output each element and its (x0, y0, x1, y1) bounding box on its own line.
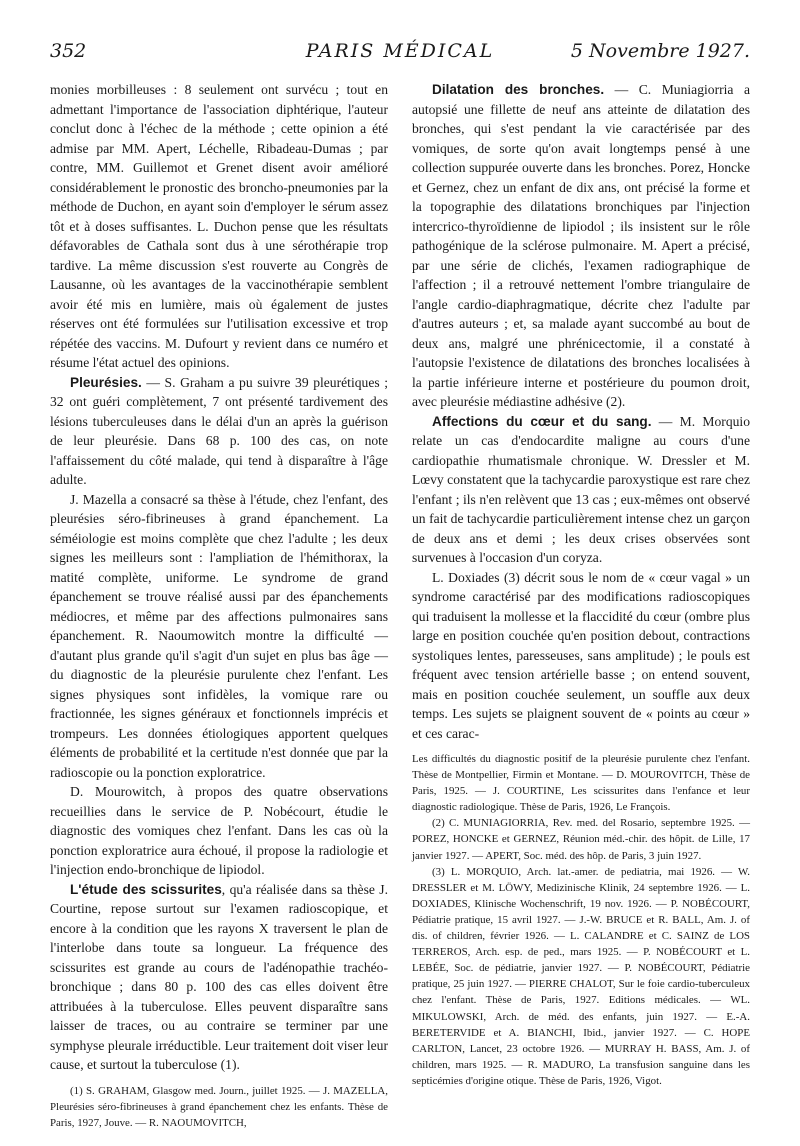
footnote-1-continued: Les difficultés du diagnostic positif de la pleurésie purulente chez l'enfant. Thèse de Montpellier, Firmin et Montane. — D. MOUROVITCH, Thèse de Paris, 1925. — J. COURTINE, Les scissurites dans l'enfance et leur diagnostic radiologique. Thèse de Paris, 1926, Le François. (412, 753, 750, 814)
journal-title: PARIS MÉDICAL (305, 40, 495, 62)
paragraph-scissurites-text: , qu'a réalisée dans sa thèse J. Courtine, repose surtout sur l'examen radioscopique, et encore à la condition que les rayons X traversent le plan de l'interlobe dans toute sa longueur. La fréquence des scissurites est grande au cours de l'adénopathie trachéo-bronchique ; dans 80 p. 100 des cas elles doivent être attribuées à la tuberculose. Elles peuvent disparaître sans laisser de traces, ou au contraire se terminer par une symphyse pleurale irréductible. Leur traitement doit viser leur cause, et surtout la tuberculose (1). (50, 881, 388, 1072)
section-heading-dilatation: Dilatation des bronches. (432, 82, 605, 97)
paragraph-mazella: J. Mazella a consacré sa thèse à l'étude, chez l'enfant, des pleurésies séro-fibrineuses à grand épanchement. La séméiologie est moins complète que chez l'adulte ; les deux signes les meilleurs sont : l'ampliation de l'hémithorax, la matité complète, uniforme. Le syndrome de grand épanchement se trouve réalisé aussi par des épanchements médiocres, et même par des affections pulmonaires sans épanchement. R. Naoumowitch montre la difficulté — d'autant plus grande qu'il s'agit d'un sujet en plus bas âge — du diagnostic de la pleurésie purulente chez l'enfant. Les signes physiques sont infidèles, la vomique rare ou fractionnée, les signes généraux et fonctionnels imprécis et trompeurs. Les données étiologiques apportent quelques éléments de probabilité et la certitude n'est donnée que par la radioscopie ou la ponction exploratrice. (50, 491, 388, 780)
section-heading-pleuresies: Pleurésies. (70, 374, 142, 390)
paragraph-coeur-sang-text: — M. Morquio relate un cas d'endocardite maligne au cours d'une cardiopathie rhumatismale chronique. W. Dressler et M. Lœvy constatent que la tachycardie paroxystique est rare chez l'enfant ; ils n'en relèvent que 13 cas ; eux-mêmes ont observé un fait de tachycardie particulièrement intense chez un garçon de deux ans et demi ; les deux crises observées sont survenues à l'occasion d'un coryza. (412, 413, 750, 565)
paragraph-doxiades: L. Doxiades (3) décrit sous le nom de « cœur vagal » un syndrome caractérisé par des modifications radioscopiques qui traduisent la mollesse et la flaccidité du cœur (ombre plus large en position couchée qu'en position debout, contractions systoliques lentes, paresseuses, sans amplitude) ; le pouls est fréquent avec tension artérielle basse ; on entend souvent, mais en position couchée seulement, un souffle aux deux temps. Les sujets se plaignent souvent de « points au cœur » et ces carac- (412, 569, 750, 741)
paragraph-coeur-sang (412, 412, 750, 568)
paragraph-broncho-pneumonies: monies morbilleuses : 8 seulement ont survécu ; tout en admettant l'importance de l'association diphtérique, l'auteur conclut donc à l'échec de la méthode ; cette opinion a été admise par MM. Apert, Léchelle, Ribadeau-Dumas ; par contre, MM. Guillemot et Grenet disent avoir amélioré considérablement le pronostic des broncho-pneumonies par la méthode de Duchon, en ayant soin d'employer le sérum assez tôt et à doses suffisantes. L. Duchon pense que les résultats défavorables de Cathala sont dus à une sérothérapie trop tardive. La même discussion s'est rouverte au Congrès de Lausanne, où les avantages de la vaccinothérapie semblent avoir été mis en lumière, mais où également de justes réserves ont été formulées sur l'utilisation excessive et trop répétée des vaccins. M. Dufourt y revient dans ce numéro et résume l'état actuel des opinions. (50, 82, 388, 370)
paragraph-pleuresies (50, 373, 388, 490)
running-header (50, 40, 750, 70)
issue-date: 5 Novembre 1927. (570, 40, 750, 62)
page-number: 352 (50, 40, 87, 62)
right-column (412, 80, 750, 1089)
section-heading-coeur-sang: Affections du cœur et du sang. (432, 413, 652, 429)
section-heading-scissurites: L'étude des scissurites (70, 881, 222, 897)
paragraph-scissurites (50, 880, 388, 1075)
paragraph-mourowitch: D. Mourowitch, à propos des quatre observations recueillies dans le service de P. Nobécourt, étudie le diagnostic des vomiques chez l'enfant. Dans les cas où la ponction exploratrice aura échoué, il propose la radiologie et l'injection endo-bronchique de lipiodol. (50, 784, 388, 877)
footnote-1: (1) S. GRAHAM, Glasgow med. Journ., juillet 1925. — J. MAZELLA, Pleurésies séro-fibrineuses à grand épanchement chez les enfants. Thèse de Paris, 1927, Jouve. — R. NAOUMOVITCH, (50, 1084, 388, 1129)
footnote-3: (3) L. MORQUIO, Arch. lat.-amer. de pediatria, mai 1926. — W. DRESSLER et M. LÖWY, Medizinische Klinik, 24 septembre 1926. — L. DOXIADES, Klinische Wochenschrift, 19 nov. 1926. — P. NOBÉCOURT, Pédiatrie pratique, 15 avril 1927. — J.-W. BRUCE et R. BALL, Am. J. of dis. of children, février 1926. — L. CALANDRE et C. SAINZ de LOS TERREROS, Arch. esp. de ped., mars 1925. — P. NOBÉCOURT et L. LEBÉE, Soc. de pédiatrie, janvier 1927. — P. NOBÉCOURT, Pédiatrie pratique, 25 juin 1927. — PIERRE CHALOT, Sur le foie cardio-tuberculeux chez l'enfant. Thèse de Paris, 1927. Editions médicales. — WL. MIKULOWSKI, Arch. de méd. des enfants, juin 1927. — E.-A. BERETERVIDE et A. BIANCHI, Ibid., janvier 1927. — C. HOPE CARLTON, Lancet, 23 octobre 1926. — MURRAY H. BASS, Am. J. of children, mars 1925. — R. MADURO, La transfusion sanguine dans les septicémies d'origine otique. Thèse de Paris, 1926, Vigot. (412, 865, 750, 1087)
paragraph-dilatation-text: — C. Muniagiorria a autopsié une fillette de neuf ans atteinte de dilatation des bronches, qui s'est pendant la vie caractérisée par des vomiques, de sorte qu'on avait longtemps pensé à une collection suppurée ouverte dans les bronches. Porez, Honcke et Gernez, chez un enfant de dix ans, ont précisé la forme et la topographie des dilatations bronchiques par l'injection intercrico-thyroïdienne de lipiodol ; ils insistent sur le rôle pathogénique de la sclérose pulmonaire. M. Apert a précisé, par une série de clichés, l'examen radiographique de l'affection ; il a retrouvé nettement l'ombre triangulaire de l'angle cardio-diaphragmatique, décrite chez l'adulte par d'autres auteurs ; et, sa malade ayant succombé au bout de deux ans, malgré une phrénicectomie, il a constaté à l'autopsie l'existence de dilatations des bronches localisées à la partie inférieure interne et postérieure du poumon droit, avec pleurésie médiastine adhésive (2). (412, 82, 750, 409)
paragraph-pleuresies-text: — S. Graham a pu suivre 39 pleurétiques ; 32 ont guéri complètement, 7 ont présenté tardivement des lésions tuberculeuses dans le délai d'un an après la guérison de leur pleurésie. Dans 68 p. 100 des cas, on note l'affaissement du côté malade, qui tend à disparaître à l'âge adulte. (50, 374, 388, 487)
footnote-2: (2) C. MUNIAGIORRIA, Rev. med. del Rosario, septembre 1925. — POREZ, HONCKE et GERNEZ, Réunion méd.-chir. des hôpit. de Lille, 17 janvier 1927. — APERT, Soc. méd. des hôp. de Paris, 3 juin 1927. (412, 817, 750, 862)
left-column (50, 80, 388, 1131)
paragraph-dilatation (412, 80, 750, 412)
